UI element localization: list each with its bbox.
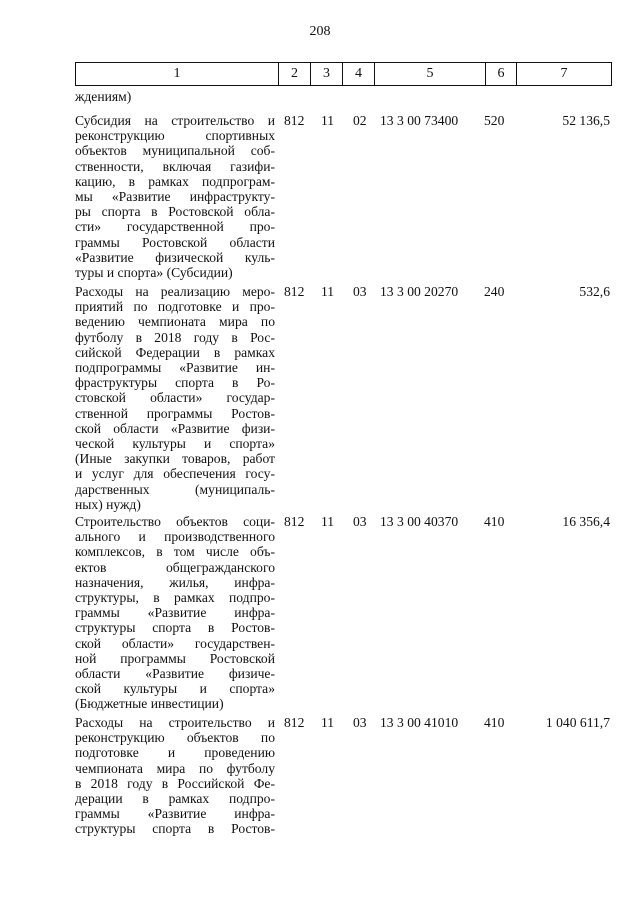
row-description-line: структуры спорта в Ростов- [75,821,275,837]
row-description-line: футболу в 2018 году в Рос- [75,329,275,345]
column-header-table [75,62,612,86]
ministry-code: 812 [284,514,305,529]
subsection-code: 03 [353,715,367,730]
subsection-code: 03 [353,284,367,299]
row-description-line: в 2018 году в Российской Фе- [75,775,275,791]
column-header-row [76,63,612,86]
row-description-line: приятий по подготовке и про- [75,299,275,315]
row-description-line: ального и производственного [75,529,275,545]
row-description-line: Расходы на реализацию меро- [75,284,275,299]
row-description-line: подпрограммы «Развитие ин- [75,360,275,376]
row-description-line: ственной программы Ростов- [75,405,275,421]
target-article-code: 13 3 00 41010 [380,715,459,730]
row-description-line: мы «Развитие инфраструкту- [75,189,275,205]
row-description-line: ческой культуры и спорта» [75,436,275,452]
row-description-line: сийской Федерации в рамках [75,344,275,360]
row-description-line: ектов общегражданского [75,559,275,575]
row-description-line: ры спорта в Ростовской обла- [75,204,275,220]
expense-type-code: 520 [484,113,505,128]
amount: 532,6 [579,284,610,299]
row-description-line: чемпионата мира по футболу [75,760,275,776]
row-description-line: структуры спорта в Ростов- [75,620,275,636]
row-description-line: фраструктуры спорта в Ро- [75,375,275,391]
row-description-line: ведению чемпионата мира по [75,314,275,330]
row-description-line: ных) нужд) [75,496,141,512]
subsection-code: 03 [353,514,367,529]
row-description-line: ственности, включая газифи- [75,158,275,174]
column-header-5: 5 [375,63,486,86]
row-description [75,113,275,280]
target-article-code: 13 3 00 73400 [380,113,459,128]
row-description-line: ской области» государствен- [75,635,275,651]
ministry-code: 812 [284,113,305,128]
column-header-2: 2 [279,63,311,86]
section-code: 11 [321,113,335,128]
row-description-line: граммы «Развитие инфра- [75,605,275,621]
row-description-line: «Развитие физической куль- [75,249,275,265]
row-description-line: сти» государственной про- [75,219,275,235]
row-description-line: дарственных (муниципаль- [75,481,275,497]
column-header-6: 6 [486,63,517,86]
row-description-line: туры и спорта» (Субсидии) [75,265,233,281]
row-description [75,284,275,512]
column-header-7: 7 [517,63,612,86]
row-description-line: комплексов, в том числе объ- [75,544,275,560]
row-description [75,715,275,837]
row-description-line: (Иные закупки товаров, работ [75,451,275,467]
row-description-line: стовской области» государ- [75,390,275,406]
target-article-code: 13 3 00 20270 [380,284,459,299]
row-description-line: ской культуры и спорта» [75,681,275,697]
row-description-line: и услуг для обеспечения госу- [75,466,275,482]
row-description-line: Расходы на строительство и [75,715,275,730]
row-description-line: назначения, жилья, инфра- [75,574,275,590]
expense-type-code: 410 [484,514,505,529]
row-description-line: ной программы Ростовской [75,650,275,666]
row-description-line: реконструкцию объектов по [75,730,275,746]
row-description-line: объектов муниципальной соб- [75,143,275,159]
section-code: 11 [321,715,335,730]
row-description-line: ской области «Развитие физи- [75,420,275,436]
continuation-text: ждениям) [75,89,132,104]
row-description-line: структуры, в рамках подпро- [75,590,275,606]
amount: 16 356,4 [562,514,610,529]
row-description-line: подготовке и проведению [75,745,275,761]
amount: 1 040 611,7 [545,715,610,730]
column-header-4: 4 [343,63,375,86]
row-description-line: граммы Ростовской области [75,234,275,250]
amount: 52 136,5 [562,113,610,128]
row-description-line: кацию, в рамках подпрограм- [75,173,275,189]
row-description-line: Субсидия на строительство и [75,113,275,128]
ministry-code: 812 [284,715,305,730]
expense-type-code: 240 [484,284,505,299]
subsection-code: 02 [353,113,367,128]
row-description-line: граммы «Развитие инфра- [75,806,275,822]
expense-type-code: 410 [484,715,505,730]
page-number: 208 [309,24,331,39]
column-header-3: 3 [311,63,343,86]
column-header-1: 1 [76,63,279,86]
row-description [75,514,275,712]
section-code: 11 [321,284,335,299]
section-code: 11 [321,514,335,529]
row-description-line: дерации в рамках подпро- [75,791,275,807]
target-article-code: 13 3 00 40370 [380,514,459,529]
row-description-line: области «Развитие физиче- [75,666,275,682]
row-description-line: Строительство объектов соци- [75,514,275,529]
ministry-code: 812 [284,284,305,299]
row-description-line: реконструкцию спортивных [75,128,275,144]
row-description-line: (Бюджетные инвестиции) [75,696,224,712]
